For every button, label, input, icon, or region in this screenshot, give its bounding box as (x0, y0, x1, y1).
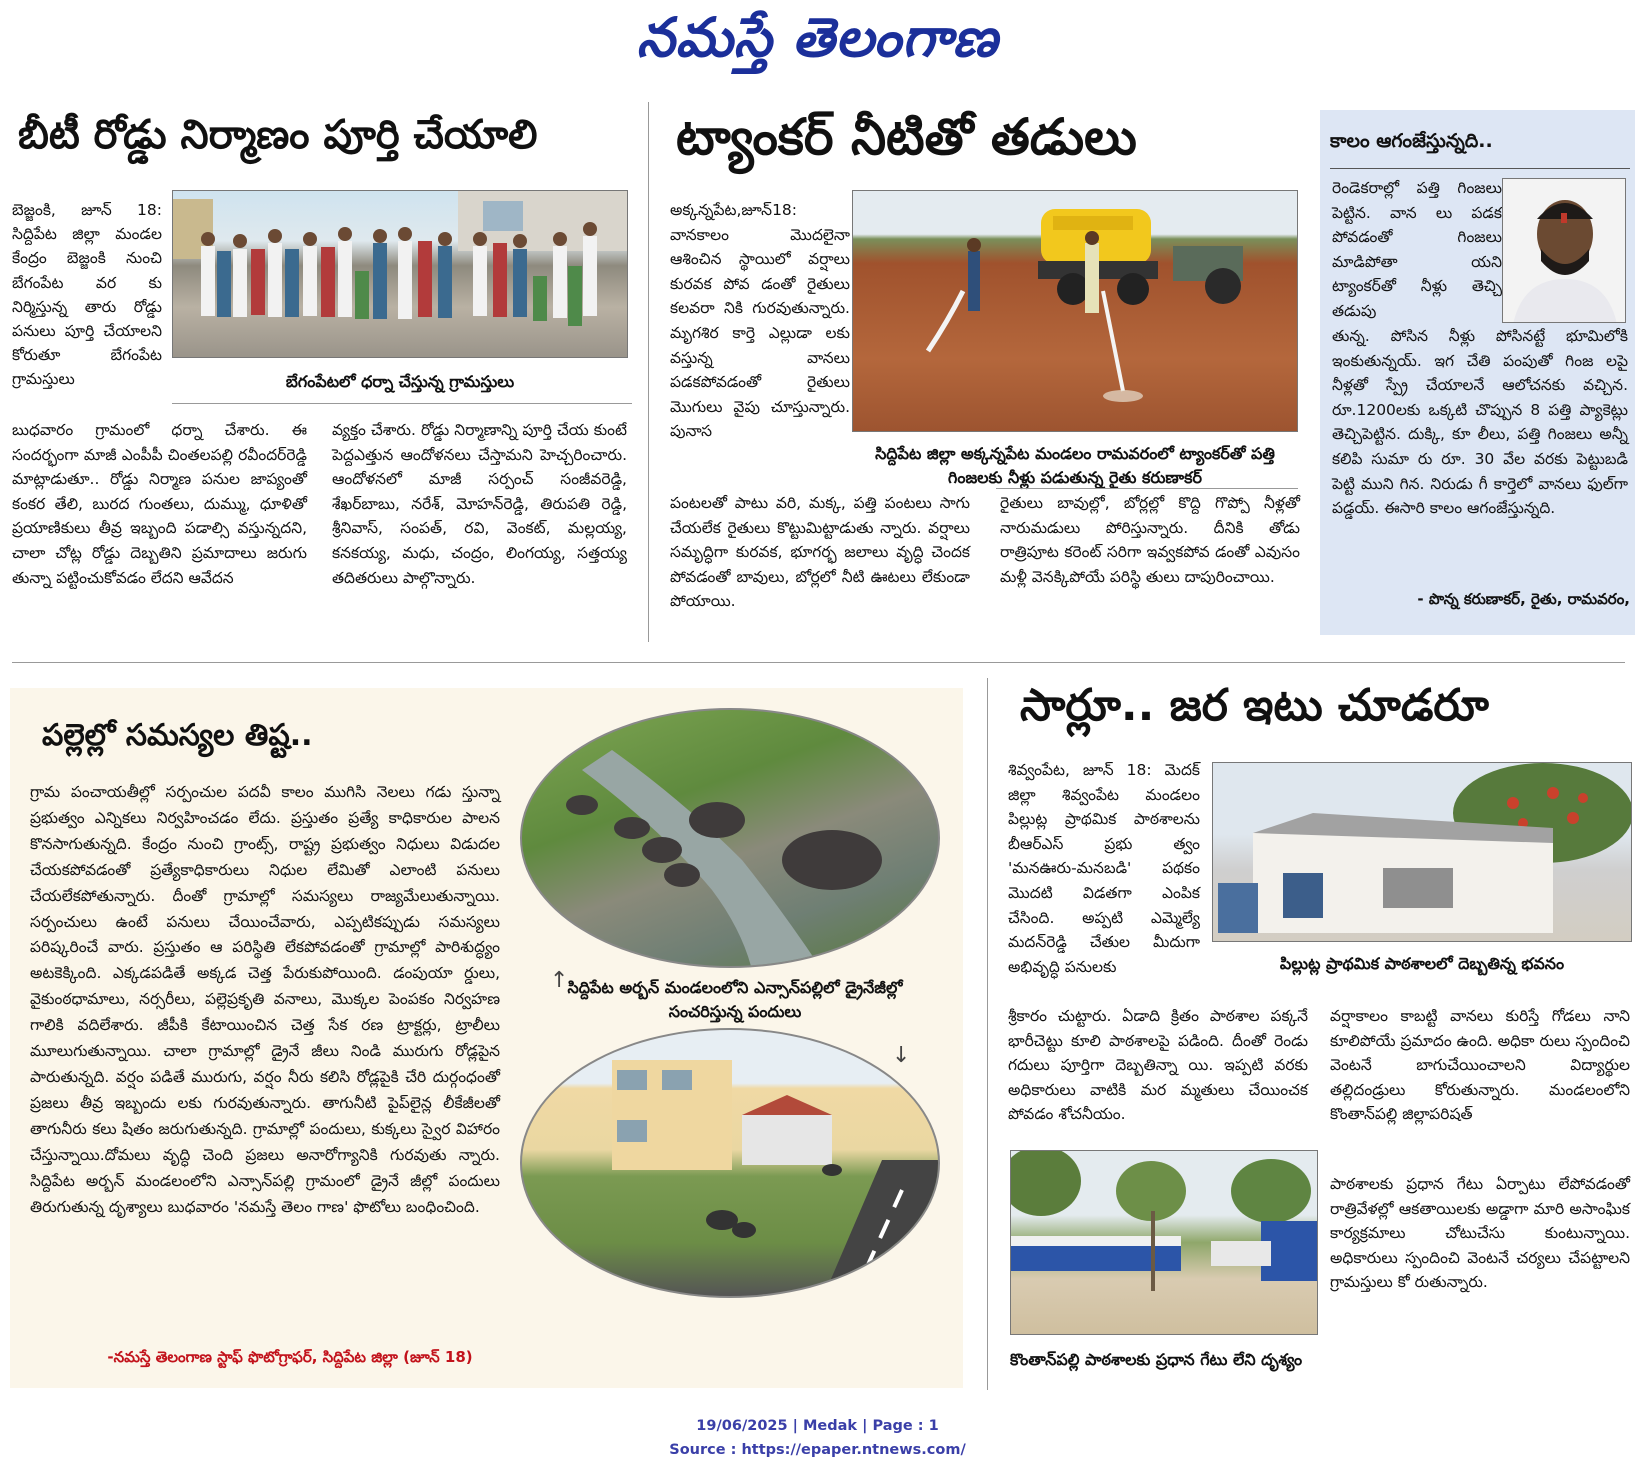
story2-col1: పంటలతో పాటు వరి, మక్క, పత్తి పంటలు సాగు చేయలేక రైతులు కొట్టుమిట్టాడుతు న్నారు. వర్షాలు సమృద్ధిగా కురవక, భూగర్భ జలాలు వృద్ధి చెందక పోవడంతో బావులు, బోర్లలో నీటి ఊటలు లేకుండా పోయాయి. (670, 494, 970, 611)
sidebar-text-long: తున్న. పోసిన నీళ్లు పోసినట్టే భూమిలోకి ఇంకుతున్నయ్. ఇగ చేతి పంపుతో గింజ లపై నీళ్లతో స్ప్రే చేయాలనే ఆలోచనకు వచ్చిన. రూ.1200లకు ఒక్కటి చొప్పున 8 పత్తి ప్యాకెట్లు తెచ్చిపెట్టిన. దుక్కి, కూ లీలు, పత్తి గింజలు అన్నీ కలిపి సుమా రు రూ. 30 వేల వరకు పెట్టుబడి పెట్టి ముని గిన. నిరుడు గీ కార్తెలో వానలు ఫుల్‌గా పడ్డయ్. ఈసారి కాలం ఆగంజేస్తున్నది. (1332, 327, 1628, 518)
story4-photo2 (1010, 1150, 1318, 1335)
tanker-irrigation-image (853, 191, 1298, 432)
story4-caption1: పిల్లుట్ల ప్రాథమిక పాఠశాలలో దెబ్బతిన్న భవనం (1279, 954, 1565, 973)
story3-caption: సిద్దిపేట అర్బన్ మండలంలోని ఎన్సాన్‌పల్లిలో డ్రైనేజీల్లో సంచరిస్తున్న పందులు (567, 978, 903, 1021)
story1-headline: బీటీ రోడ్డు నిర్మాణం పూర్తి చేయాలి (18, 112, 538, 158)
story3-headline: పల్లెల్లో సమస్యల తిష్ట.. (42, 718, 313, 753)
story1-col1: బుధవారం గ్రామంలో ధర్నా చేశారు. ఈ సందర్భంగా మాజీ ఎంపీపీ చింతలపల్లి రవీందర్‌రెడ్డి మాట్లాడుతూ.. రోడ్డు నిర్మాణ పనుల జాప్యంతో కంకర తేలి, బురద గుంతలు, దుమ్ము, ధూళితో ప్రయాణికులు తీవ్ర ఇబ్బంది పడాల్సి వస్తున్నదని, చాలా చోట్ల రోడ్డు దెబ్బతిని ప్రమాదాలు జరుగు తున్నా పట్టించుకోవడం లేదని ఆవేదన (12, 421, 307, 587)
sidebar-box (1320, 110, 1635, 635)
sidebar-text-short: రెండెకరాల్లో పత్తి గింజలు పెట్టిన. వాన లు పడక పోవడంతో గింజలు మాడిపోతా యని ట్యాంకర్‌తో నీళ్లు తెచ్చి తడుపు (1332, 179, 1502, 320)
story4-photo1 (1212, 762, 1632, 942)
up-arrow-icon: ↑ (550, 968, 569, 993)
story3-body: గ్రామ పంచాయతీల్లో సర్పంచుల పదవీ కాలం ముగిసి నెలలు గడు స్తున్నా ప్రభుత్వం ఎన్నికలు నిర్వహించడం లేదు. ప్రస్తుతం ప్రత్యే కాధికారుల పాలన కొనసాగుతున్నది. కేంద్రం నుంచి గ్రాంట్స్, రాష్ట్ర ప్రభుత్వం నిధులు విడుదల చేయకపోవడంతో ప్రత్యేకాధికారులు నిధుల లేమితో ఎలాంటి పనులు చేయలేకపోతున్నారు. దీంతో గ్రామాల్లో సమస్యలు రాజ్యమేలుతున్నాయి. సర్పంచులు ఉంటే పనులు చేయించేవారు, ఎప్పటికప్పుడు సమస్యలు పరిష్కరించే వారు. ప్రస్తుతం ఆ పరిస్థితి లేకపోవడంతో గ్రామాల్లో పారిశుద్ధ్యం అటకెక్కింది. ఎక్కడపడితే అక్కడ చెత్త పేరుకుపోయింది. డంపుయా ర్డులు, వైకుంఠధామాలు, నర్సరీలు, పల్లెప్రకృతి వనాలు, మొక్కల పెంపకం నిర్వహణ గాలికి వదిలేశారు. జీపీకి కేటాయించిన చెత్త సేక రణ ట్రాక్టర్లు, ట్రాలీలు మూలుగుతున్నాయి. చాలా గ్రామాల్లో డ్రైనే జీలు నిండి మురుగు రోడ్లపైన పారుతున్నది. వర్షం పడితే మురుగు, వర్షం నీరు కలిసి రోడ్లపైకి చేరి దుర్గంధంతో ప్రజలు తీవ్ర ఇబ్బందు లకు గురవుతున్నారు. తాగునీటి పైప్‌లైన్ల లీకేజీలతో తాగునీరు కలు షితం జరుగుతున్నది. గ్రామాల్లో పందులు, కుక్కలు స్వైర విహారం చేస్తున్నాయి.దోమలు వృద్ధి చెంది ప్రజలు అనారోగ్యానికి గురవుతు న్నారు. సిద్దిపేట అర్బన్ మండలంలోని ఎన్సాన్‌పల్లి గ్రామంలో డ్రైనే జీల్లో పందులు తిరుగుతున్న దృశ్యాలు బుధవారం 'నమస్తే తెలం గాణ' ఫొటోలు బంధించింది. (30, 783, 500, 1216)
story1-photo (172, 190, 628, 358)
story4-headline: సార్లూ.. జర ఇటు చూడరూ (1020, 680, 1489, 731)
down-arrow-icon: ↓ (892, 1043, 911, 1068)
story2-photo (852, 190, 1298, 432)
story4-col2: వర్షాకాలం కాబట్టి వానలు కురిస్తే గోడలు నాని కూలిపోయే ప్రమాదం ఉంది. అధికా రులు స్పందించి వెంటనే బాగుచేయించాలని విద్యార్థుల తల్లిదండ్రులు కోరుతున్నారు. మండలంలోని కొంతాన్‌పల్లి జిల్లాపరిషత్ (1330, 1007, 1630, 1124)
column-divider-2 (987, 678, 988, 1390)
story2-headline: ట్యాంకర్ నీటితో తడులు (676, 108, 1137, 166)
story4-col3: పాఠశాలకు ప్రధాన గేటు ఏర్పాటు లేపోవడంతో రాత్రివేళల్లో ఆకతాయిలకు అడ్డాగా మారి అసాంఘిక కార్యక్రమాలు చోటుచేసు కుంటున్నాయి. అధికారులు స్పందించి వెంటనే చర్యలు చేపట్టాలని గ్రామస్తులు కో రుతున్నారు. (1330, 1175, 1630, 1292)
story4-caption2: కొంతాన్‌పల్లి పాఠశాలకు ప్రధాన గేటు లేని దృశ్యం (1010, 1350, 1303, 1369)
sidebar-byline: - పొన్న కరుణాకర్, రైతు, రామవరం, (1417, 590, 1630, 608)
drainage-pigs-image (520, 708, 940, 968)
story1-caption: బేగంపేటలో ధర్నా చేస్తున్న గ్రామస్తులు (285, 372, 515, 391)
masthead: నమస్తే తెలంగాణ (636, 6, 999, 69)
column-divider (648, 102, 649, 642)
sidebar-title: కాలం ఆగంజేస్తున్నది.. (1330, 130, 1493, 152)
story1-intro: బెజ్జంకి, జూన్ 18: సిద్దిపేట జిల్లా మండల కేంద్రం బెజ్జంకి నుంచి బేగంపేట వర కు నిర్మిస్తున్న తారు రోడ్డు పనులు పూర్తి చేయాలని కోరుతూ బేగంపేట గ్రామస్తులు (12, 201, 162, 389)
footer-source-line: Source : https://epaper.ntnews.com/ (669, 1442, 966, 1458)
village-drain-image (520, 1028, 940, 1298)
story2-intro: అక్కన్నపేట,జూన్18: వానకాలం మొదలైనా ఆశించిన స్థాయిలో వర్షాలు కురవక పోవ డంతో రైతులు కలవరా నికి గురవుతున్నారు. మృగశిర కార్తె ఎల్లుడా లకు వస్తున్న వానలు పడకపోవడంతో రైతులు మొగులు వైపు చూస్తున్నారు. పునాస (670, 201, 850, 441)
story3-box (10, 688, 963, 1388)
section-divider (12, 662, 1625, 663)
story3-credit: -నమస్తే తెలంగాణ స్టాఫ్ ఫొటోగ్రాఫర్, సిద్దిపేట జిల్లా (జూన్ 18) (107, 1348, 473, 1366)
story1-col2: వ్యక్తం చేశారు. రోడ్డు నిర్మాణాన్ని పూర్తి చేయ కుంటే పెద్దఎత్తున ఆందోళనలు చేస్తామని హెచ్చరించారు. ఆందోళనలో మాజీ సర్పంచ్ సంజీవరెడ్డి, శేఖర్‌బాబు, నరేశ్, మోహన్‌రెడ్డి, తిరుపతి రెడ్డి, శ్రీనివాస్, సంపత్, రవి, వెంకట్, మల్లయ్య, కనకయ్య, మధు, చంద్రం, లింగయ్య, సత్తయ్య తదితరులు పాల్గొన్నారు. (332, 421, 627, 587)
farmer-portrait (1502, 178, 1626, 323)
story2-caption: సిద్దిపేట జిల్లా అక్కన్నపేట మండలం రామవరంలో ట్యాంకర్‌తో పత్తి గింజలకు నీళ్లు పడుతున్న రైతు కరుణాకర్ (875, 444, 1275, 487)
footer-date-line: 19/06/2025 | Medak | Page : 1 (696, 1418, 939, 1434)
story2-col2: రైతులు బావుల్లో, బోర్లల్లో కొద్ది గొప్పో నీళ్లతో నారుమడులు పోరిస్తున్నారు. దీనికి తోడు రాత్రిపూట కరెంట్ సరిగా ఇవ్వకపోవ డంతో ఎవుసం మళ్లీ వెనక్కిపోయే పరిస్థి తులు దాపురించాయి. (1000, 494, 1300, 586)
school-no-gate-image (1011, 1151, 1318, 1335)
story4-intro: శివ్వంపేట, జూన్ 18: మెదక్ జిల్లా శివ్వంపేట మండలం పిల్లుట్ల ప్రాథమిక పాఠశాలను బీఆర్‌ఎస్ ప్రభు త్వం 'మనఊరు-మనబడి' పథకం మొదటి విడతగా ఎంపిక చేసింది. అప్పటి ఎమ్మెల్యే మదన్‌రెడ్డి చేతుల మీదుగా అభివృద్ధి పనులకు (1008, 761, 1200, 976)
story4-col1: శ్రీకారం చుట్టారు. ఏడాది క్రితం పాఠశాల పక్కనే భారీచెట్టు కూలి పాఠశాలపై పడింది. దీంతో రెండు గదులు పూర్తిగా దెబ్బతిన్నా యి. ఇప్పటి వరకు అధికారులు వాటికి మర మ్మతులు చేయించక పోవడం శోచనీయం. (1008, 1007, 1308, 1124)
protest-group-image (173, 191, 628, 358)
damaged-school-image (1213, 763, 1632, 942)
